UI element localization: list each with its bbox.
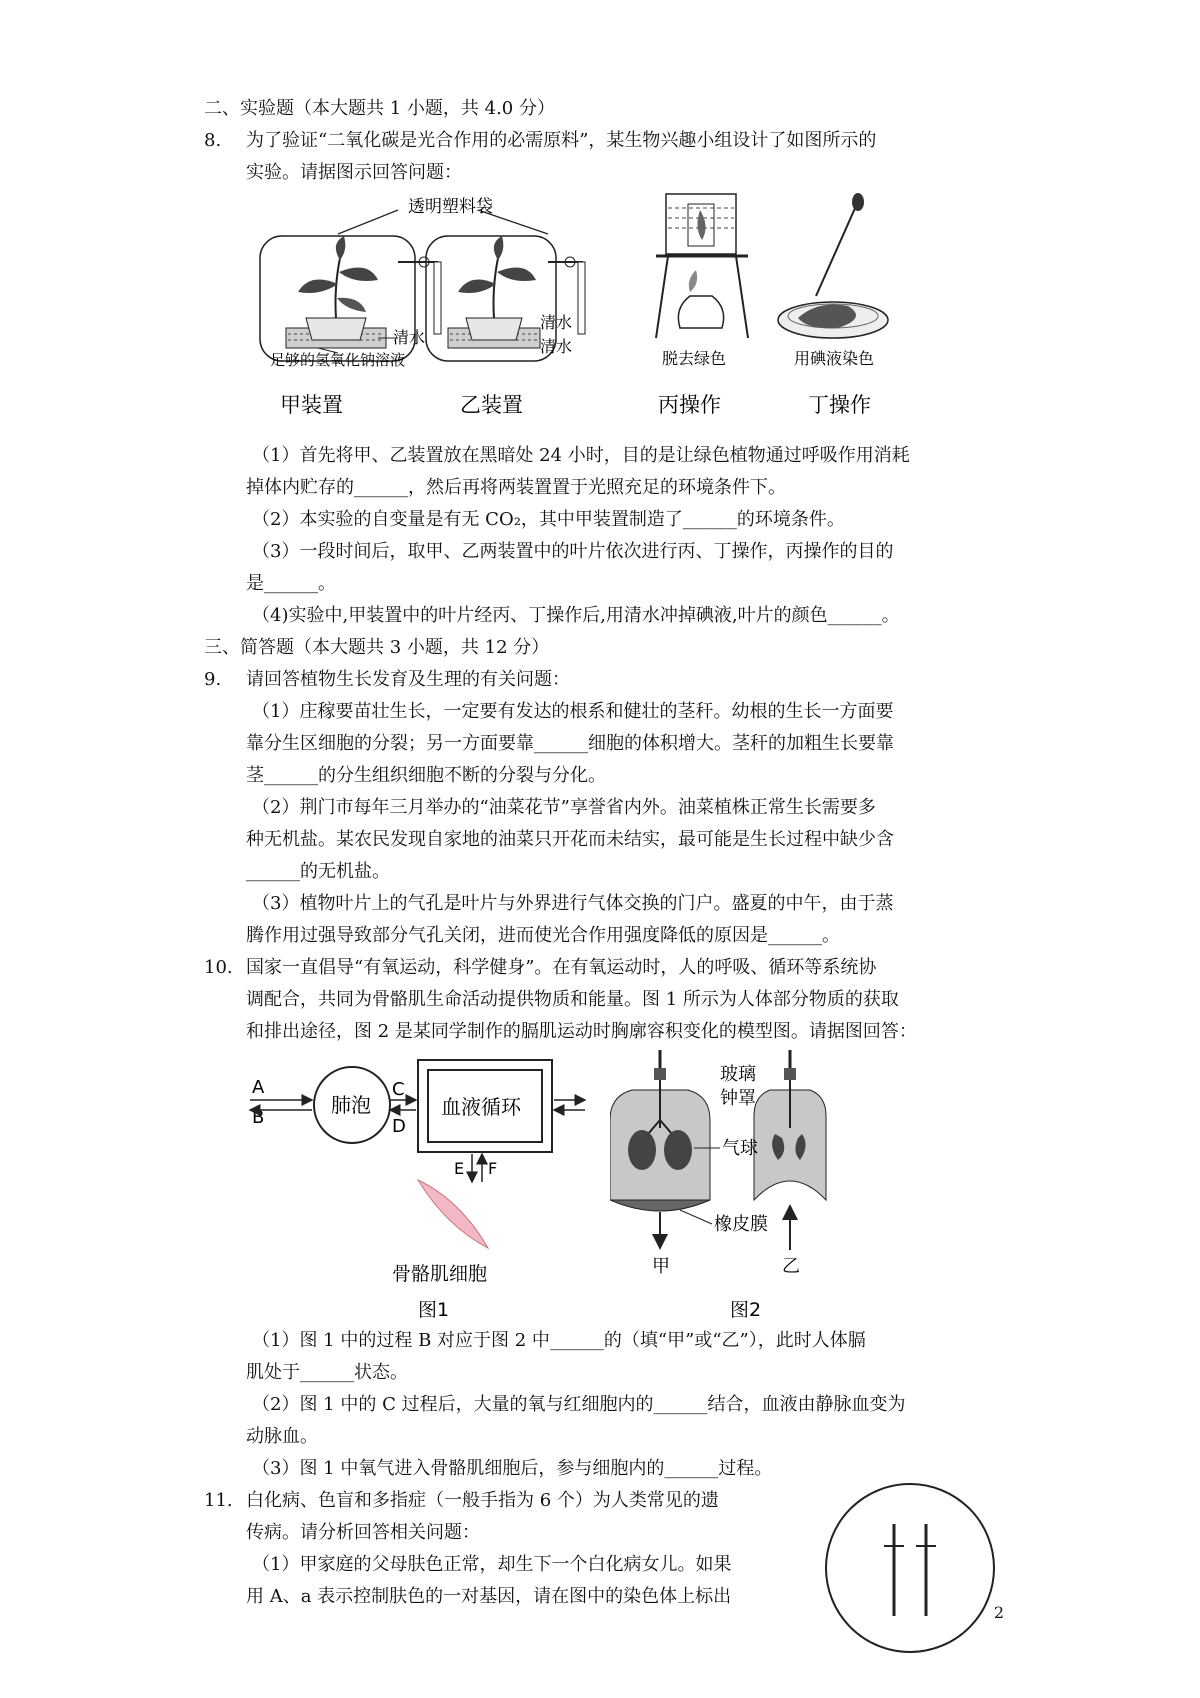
q9-part1-line2: 靠分生区细胞的分裂；另一方面要靠______细胞的体积增大。茎秆的加粗生长要靠 — [246, 733, 894, 754]
caption-device-jia: 甲装置 — [280, 393, 343, 417]
q8-part3-line2: 是______。 — [246, 573, 336, 594]
question-number-9: 9. — [204, 669, 222, 690]
question-number-8: 8. — [204, 130, 222, 151]
q10-stem-line1: 国家一直倡导“有氧运动，科学健身”。在有氧运动时，人的呼吸、循环等系统协 — [246, 957, 877, 978]
muscle-cell-label: 骨骼肌细胞 — [392, 1263, 488, 1285]
label-E: E — [454, 1159, 465, 1178]
figure-2-caption: 图2 — [730, 1299, 762, 1320]
circulation-label: 血液循环 — [441, 1095, 521, 1119]
bell-label: 钟罩 — [720, 1088, 756, 1109]
q11-stem-line2: 传病。请分析回答相关问题： — [246, 1522, 480, 1543]
glass-label: 玻璃 — [720, 1064, 756, 1085]
yi-label: 乙 — [782, 1256, 800, 1277]
cell-outline — [826, 1484, 994, 1652]
caption-operation-bing: 丙操作 — [658, 393, 721, 417]
section-title-experiment: 二、实验题（本大题共 1 小题，共 4.0 分） — [204, 98, 555, 119]
water-bath-apparatus — [656, 194, 748, 338]
figure-1-caption: 图1 — [418, 1299, 450, 1320]
alveoli-label: 肺泡 — [331, 1093, 371, 1117]
caption-device-yi: 乙装置 — [460, 393, 523, 417]
q9-part3-line1: （3）植物叶片上的气孔是叶片与外界进行气体交换的门户。盛夏的中午，由于蒸 — [252, 893, 894, 914]
rubber-label: 橡皮膜 — [714, 1214, 768, 1235]
figure-1-substance-pathway — [240, 1050, 610, 1320]
figure-2-diaphragm-model — [610, 1050, 850, 1320]
q9-part2-line1: （2）荆门市每年三月举办的“油菜花节”享誉省内外。油菜植株正常生长需要多 — [252, 797, 876, 818]
jia-label: 甲 — [652, 1256, 670, 1277]
question-number-11: 11. — [204, 1490, 233, 1511]
q8-part1-line1: （1）首先将甲、乙装置放在黑暗处 24 小时，目的是让绿色植物通过呼吸作用消耗 — [252, 445, 910, 466]
q9-part3-line2: 腾作用过强导致部分气孔关闭，进而使光合作用强度降低的原因是______。 — [246, 925, 840, 946]
q10-part2-line1: （2）图 1 中的 C 过程后，大量的氧与红细胞内的______结合，血液由静脉血变为 — [252, 1394, 906, 1415]
section-title-short-answer: 三、简答题（本大题共 3 小题，共 12 分） — [204, 637, 550, 658]
page-number: 2 — [993, 1603, 1004, 1622]
q11-stem-line1: 白化病、色盲和多指症（一般手指为 6 个）为人类常见的遗 — [246, 1490, 719, 1511]
q8-part1-line2: 掉体内贮存的______，然后再将两装置置于光照充足的环境条件下。 — [246, 477, 786, 498]
label-A: A — [252, 1077, 265, 1098]
caption-operation-ding: 丁操作 — [808, 393, 871, 417]
label-C: C — [392, 1079, 405, 1100]
q8-stem-line1: 为了验证“二氧化碳是光合作用的必需原料”，某生物兴趣小组设计了如图所示的 — [246, 130, 877, 151]
bag-label: 透明塑料袋 — [408, 197, 493, 217]
q8-part4: （4)实验中,甲装置中的叶片经丙、丁操作后,用清水冲掉碘液,叶片的颜色______。 — [252, 605, 900, 626]
q10-part1-line2: 肌处于______状态。 — [246, 1362, 408, 1383]
naoh-label: 足够的氢氧化钠溶液 — [270, 351, 406, 369]
q9-part1-line3: 茎______的分生组织细胞不断的分裂与分化。 — [246, 765, 606, 786]
q10-stem-line3: 和排出途径，图 2 是某同学制作的膈肌运动时胸廓容积变化的模型图。请据图回答： — [246, 1021, 917, 1042]
label-F: F — [488, 1159, 498, 1178]
q10-part1-line1: （1）图 1 中的过程 B 对应于图 2 中______的（填“甲”或“乙”），此时人体膈 — [252, 1330, 866, 1351]
question-number-10: 10. — [204, 957, 233, 978]
photosynthesis-experiment-figure — [248, 188, 978, 438]
q9-stem: 请回答植物生长发育及生理的有关问题： — [246, 669, 570, 690]
stain-label: 用碘液染色 — [794, 349, 875, 368]
chromosome-pair-figure — [822, 1480, 998, 1656]
q10-part2-line2: 动脉血。 — [246, 1426, 318, 1447]
q9-part1-line1: （1）庄稼要苗壮生长，一定要有发达的根系和健壮的茎秆。幼根的生长一方面要 — [252, 701, 894, 722]
skeletal-muscle-cell-shape — [418, 1180, 488, 1248]
bell-jar-jia — [610, 1050, 710, 1248]
water-label-1: 清水 — [393, 328, 426, 347]
q9-part2-line2: 种无机盐。某农民发现自家地的油菜只开花而未结实，最可能是生长过程中缺少含 — [246, 829, 894, 850]
balloon-label: 气球 — [722, 1138, 758, 1159]
q8-stem-line2: 实验。请据图示回答问题： — [246, 162, 462, 183]
q10-part3: （3）图 1 中氧气进入骨骼肌细胞后，参与细胞内的______过程。 — [252, 1458, 773, 1479]
q10-stem-line2: 调配合，共同为骨骼肌生命活动提供物质和能量。图 1 所示为人体部分物质的获取 — [246, 989, 899, 1010]
decolor-label: 脱去绿色 — [662, 349, 727, 368]
label-B: B — [252, 1107, 265, 1128]
label-D: D — [392, 1116, 406, 1137]
q8-part2: （2）本实验的自变量是有无 CO₂，其中甲装置制造了______的环境条件。 — [252, 509, 845, 530]
q9-part2-line3: ______的无机盐。 — [246, 861, 390, 882]
water-label-2: 清水 — [540, 313, 573, 332]
iodine-staining-dish — [778, 193, 888, 338]
water-label-3: 清水 — [540, 337, 573, 356]
q11-part1-line1: （1）甲家庭的父母肤色正常，却生下一个白化病女儿。如果 — [252, 1554, 732, 1575]
q11-part1-line2: 用 A、a 表示控制肤色的一对基因，请在图中的染色体上标出 — [246, 1586, 732, 1607]
q8-part3-line1: （3）一段时间后，取甲、乙两装置中的叶片依次进行丙、丁操作，丙操作的目的 — [252, 541, 894, 562]
